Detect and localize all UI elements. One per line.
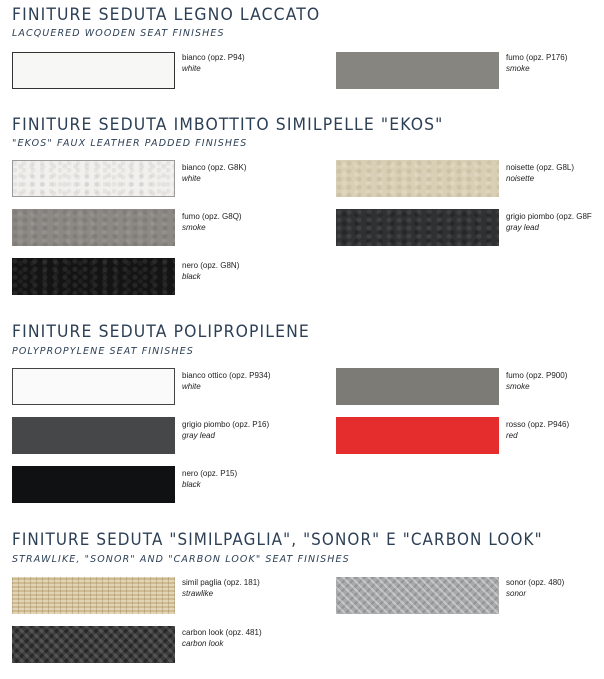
option-code: sonor (opz. 480) <box>506 578 565 587</box>
option-english: carbon look <box>182 639 224 648</box>
swatch-label-ekos-black <box>182 260 239 282</box>
option-english: gray lead <box>506 223 539 232</box>
swatch-carbon-look <box>12 626 175 663</box>
section-title-strawlike: FINITURE SEDUTA "SIMILPAGLIA", "SONOR" E "CARBON LOOK" <box>12 530 543 549</box>
option-code: fumo (opz. P176) <box>506 53 568 62</box>
option-code: nero (opz. G8N) <box>182 261 240 270</box>
option-code: noisette (opz. G8L) <box>506 163 575 172</box>
section-title-ekos: FINITURE SEDUTA IMBOTTITO SIMILPELLE "EKOS" <box>12 115 444 135</box>
swatch-pp-red <box>336 417 499 454</box>
swatch-label-wood-smoke <box>506 52 567 74</box>
swatch-ekos-white <box>12 160 175 197</box>
swatch-label-pp-black <box>182 468 237 490</box>
swatch-label-pp-gray-lead <box>182 419 269 441</box>
swatch-label-ekos-white <box>182 162 246 184</box>
swatch-wood-smoke <box>336 52 499 89</box>
swatch-label-ekos-gray-lead <box>506 211 592 233</box>
option-code: nero (opz. P15) <box>182 469 238 478</box>
swatch-ekos-noisette <box>336 160 499 197</box>
option-english: noisette <box>506 174 535 183</box>
swatch-ekos-black <box>12 258 175 295</box>
swatch-label-pp-smoke <box>506 370 567 392</box>
option-english: white <box>182 174 201 183</box>
swatch-label-wood-white <box>182 52 245 74</box>
swatch-ekos-gray-lead <box>336 209 499 246</box>
section-title-polypropylene: FINITURE SEDUTA POLIPROPILENE <box>12 322 310 342</box>
swatch-label-strawlike <box>182 577 260 599</box>
section-subtitle-ekos: "EKOS" FAUX LEATHER PADDED FINISHES <box>12 138 248 149</box>
option-english: smoke <box>506 64 530 73</box>
option-code: bianco (opz. G8K) <box>182 163 247 172</box>
swatch-pp-black <box>12 466 175 503</box>
option-code: grigio piombo (opz. G8F <box>506 212 592 221</box>
swatch-sonor <box>336 577 499 614</box>
option-english: gray lead <box>182 431 215 440</box>
section-title-lacquered-wood: FINITURE SEDUTA LEGNO LACCATO <box>12 5 321 25</box>
option-code: bianco (opz. P94) <box>182 53 245 62</box>
option-code: bianco ottico (opz. P934) <box>182 371 271 380</box>
option-code: simil paglia (opz. 181) <box>182 578 260 587</box>
option-code: grigio piombo (opz. P16) <box>182 420 270 429</box>
section-subtitle-polypropylene: POLYPROPYLENE SEAT FINISHES <box>12 346 194 357</box>
option-english: black <box>182 480 201 489</box>
swatch-label-ekos-noisette <box>506 162 574 184</box>
option-code: rosso (opz. P946) <box>506 420 570 429</box>
swatch-strawlike <box>12 577 175 614</box>
option-code: fumo (opz. P900) <box>506 371 568 380</box>
option-english: black <box>182 272 201 281</box>
swatch-label-sonor <box>506 577 564 599</box>
swatch-label-carbon-look <box>182 627 262 649</box>
option-english: sonor <box>506 589 527 598</box>
swatch-pp-white <box>12 368 175 405</box>
swatch-ekos-smoke <box>12 209 175 246</box>
swatch-wood-white <box>12 52 175 89</box>
swatch-label-pp-red <box>506 419 569 441</box>
section-subtitle-lacquered-wood: LACQUERED WOODEN SEAT FINISHES <box>12 28 225 39</box>
option-english: white <box>182 64 201 73</box>
option-english: strawlike <box>182 589 214 598</box>
option-code: carbon look (opz. 481) <box>182 628 262 637</box>
swatch-label-ekos-smoke <box>182 211 242 233</box>
swatch-label-pp-white <box>182 370 271 392</box>
option-english: red <box>506 431 518 440</box>
swatch-pp-smoke <box>336 368 499 405</box>
section-subtitle-strawlike: STRAWLIKE, "SONOR" AND "CARBON LOOK" SEAT FINISHES <box>12 554 350 565</box>
option-code: fumo (opz. G8Q) <box>182 212 242 221</box>
option-english: smoke <box>506 382 530 391</box>
option-english: white <box>182 382 201 391</box>
swatch-pp-gray-lead <box>12 417 175 454</box>
option-english: smoke <box>182 223 206 232</box>
